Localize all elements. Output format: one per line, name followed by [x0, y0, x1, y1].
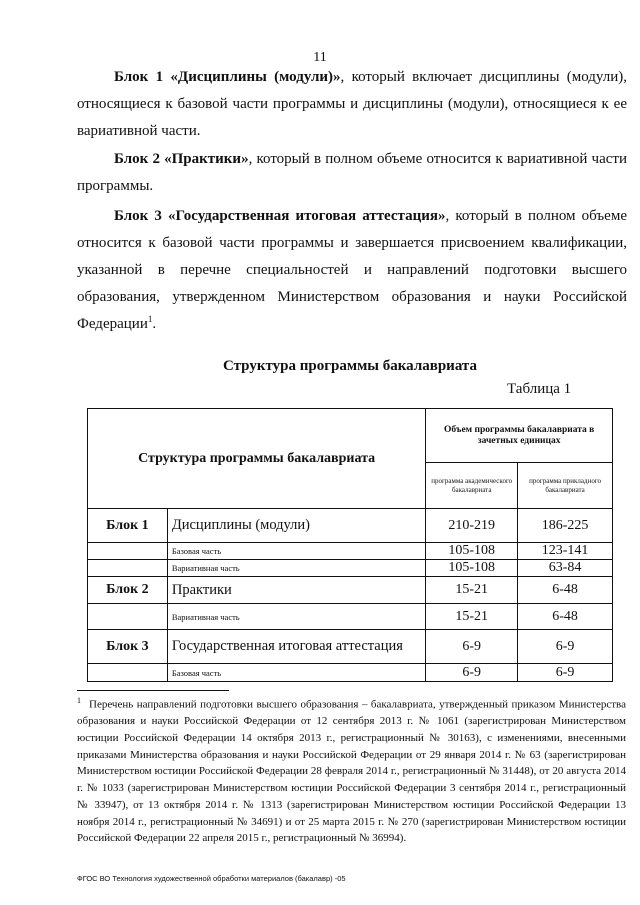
applied-cell: 6-9	[518, 630, 613, 664]
page-footer: ФГОС ВО Технология художественной обработки материалов (бакалавр) -05	[77, 874, 346, 883]
table-row	[88, 604, 613, 630]
block-2-title: Блок 2 «Практики»	[114, 151, 249, 167]
academic-cell: 6-9	[426, 630, 518, 664]
block-cell	[88, 543, 168, 560]
footnote-reference: 1	[147, 314, 153, 324]
block-cell: Блок 3	[88, 630, 168, 664]
block-3-title: Блок 3 «Государственная итоговая аттестация»	[114, 208, 446, 224]
table-row	[88, 577, 613, 604]
applied-cell: 6-48	[518, 604, 613, 630]
block-2-text: , который в полном объеме относится к вариативной части программы.	[77, 151, 627, 194]
table-title: Структура программы бакалавриата	[223, 358, 477, 374]
name-cell: Дисциплины (модули)	[167, 509, 425, 543]
applied-cell: 186-225	[518, 509, 613, 543]
program-structure-table	[87, 408, 613, 682]
academic-cell: 105-108	[426, 543, 518, 560]
academic-cell: 15-21	[426, 577, 518, 604]
header-structure: Структура программы бакалавриата	[88, 409, 426, 509]
paragraph-block-1	[77, 64, 627, 145]
header-volume: Объем программы бакалавриата в зачетных единицах	[426, 409, 613, 463]
name-cell: Практики	[167, 577, 425, 604]
block-cell	[88, 560, 168, 577]
footnote-mark: 1	[77, 696, 81, 705]
block-cell: Блок 1	[88, 509, 168, 543]
header-applied: программа прикладного бакалавриата	[518, 463, 613, 509]
name-cell: Базовая часть	[167, 543, 425, 560]
table-label: Таблица 1	[507, 381, 572, 397]
applied-cell: 6-48	[518, 577, 613, 604]
name-cell: Вариативная часть	[167, 604, 425, 630]
table-row	[88, 509, 613, 543]
page-number: 11	[313, 50, 327, 65]
paragraph-block-3	[77, 203, 627, 338]
academic-cell: 105-108	[426, 560, 518, 577]
header-academic: программа академического бакалавриата	[426, 463, 518, 509]
paragraph-block-2	[77, 146, 627, 200]
academic-cell: 210-219	[426, 509, 518, 543]
block-3-end: .	[152, 316, 157, 332]
footnote-divider	[77, 690, 229, 691]
table-row	[88, 664, 613, 682]
table-row	[88, 630, 613, 664]
block-cell	[88, 664, 168, 682]
footnote	[77, 693, 626, 847]
name-cell: Вариативная часть	[167, 560, 425, 577]
block-cell	[88, 604, 168, 630]
applied-cell: 123-141	[518, 543, 613, 560]
table-row	[88, 560, 613, 577]
block-cell: Блок 2	[88, 577, 168, 604]
name-cell: Государственная итоговая аттестация	[167, 630, 425, 664]
applied-cell: 6-9	[518, 664, 613, 682]
block-1-text: , который включает дисциплины (модули), относящиеся к базовой части программы и дисциплины (модули), относящиеся к ее вариативной части.	[77, 69, 627, 139]
table-header-row	[88, 409, 613, 463]
academic-cell: 6-9	[426, 664, 518, 682]
block-3-text: , который в полном объеме относится к базовой части программы и завершается присвоением квалификации, указанной в перечне специальностей и направлений подготовки высшего образования, утвержденном Министерством образования и науки Российской Федерации	[77, 208, 627, 332]
applied-cell: 63-84	[518, 560, 613, 577]
block-1-title: Блок 1 «Дисциплины (модули)»	[114, 69, 341, 85]
academic-cell: 15-21	[426, 604, 518, 630]
footnote-text: Перечень направлений подготовки высшего образования – бакалавриата, утвержденный приказом Министерства образования и науки Российской Федерации от 12 сентября 2013 г. № 1061 (зарегистрирован Министерством юстиции Российской Федерации 14 октября 2013 г., регистрационный № 30163), с изменениями, внесенными приказами Министерства образования и науки Российской Федерации от 29 января 2014 г. № 63 (зарегистрирован Министерством юстиции Российской Федерации 28 февраля 2014 г., регистрационный № 31448), от 20 августа 2014 г. № 1033 (зарегистрирован Министерством юстиции Российской Федерации 3 сентября 2014 г., регистрационный № 33947), от 13 октября 2014 г. № 1313 (зарегистрирован Министерством юстиции Российской Федерации 13 ноября 2014 г., регистрационный № 34691) и от 25 марта 2015 г. № 270 (зарегистрирован Министерством юстиции Российской Федерации 22 апреля 2015 г., регистрационный № 36994).	[77, 698, 626, 845]
name-cell: Базовая часть	[167, 664, 425, 682]
table-row	[88, 543, 613, 560]
